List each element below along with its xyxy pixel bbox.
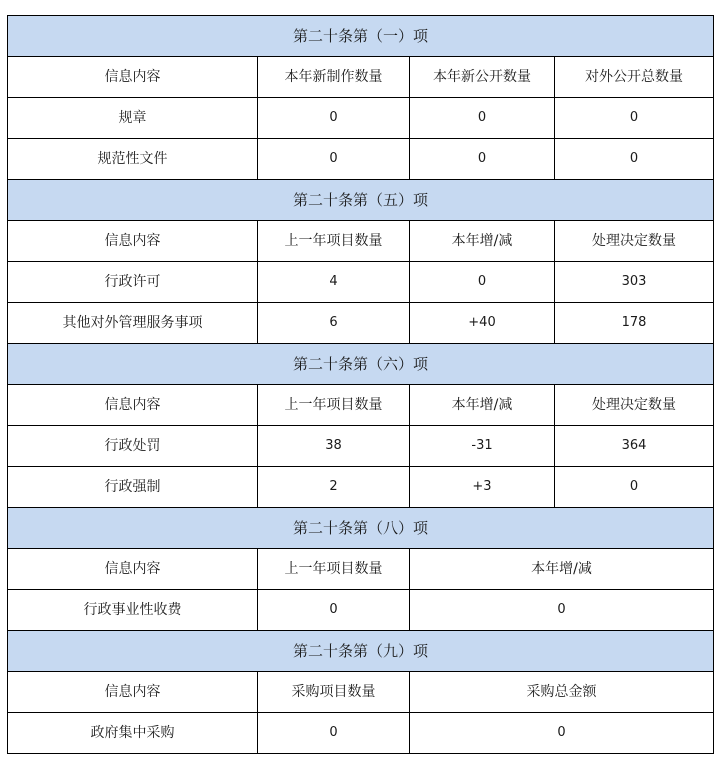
cell-value: 364 (555, 426, 714, 467)
section-title: 第二十条第（一）项 (8, 16, 714, 57)
cell-value: 0 (555, 467, 714, 508)
column-header: 本年增/减 (410, 221, 555, 262)
row-label: 其他对外管理服务事项 (8, 303, 258, 344)
disclosure-table-container (7, 15, 714, 754)
cell-value: 0 (555, 139, 714, 180)
cell-value: 6 (258, 303, 410, 344)
section-header-row (8, 16, 714, 57)
column-header: 上一年项目数量 (258, 385, 410, 426)
disclosure-table (7, 15, 714, 754)
cell-value: 38 (258, 426, 410, 467)
column-header: 信息内容 (8, 549, 258, 590)
row-label: 规范性文件 (8, 139, 258, 180)
cell-value: 0 (410, 98, 555, 139)
section-header-row (8, 180, 714, 221)
table-row (8, 590, 714, 631)
column-header: 本年增/减 (410, 385, 555, 426)
column-header: 信息内容 (8, 57, 258, 98)
column-header: 上一年项目数量 (258, 549, 410, 590)
cell-value: 303 (555, 262, 714, 303)
column-header: 对外公开总数量 (555, 57, 714, 98)
cell-value: -31 (410, 426, 555, 467)
row-label: 行政许可 (8, 262, 258, 303)
column-header: 信息内容 (8, 385, 258, 426)
column-header: 本年新公开数量 (410, 57, 555, 98)
cell-value: +3 (410, 467, 555, 508)
column-header: 处理决定数量 (555, 221, 714, 262)
column-header: 信息内容 (8, 221, 258, 262)
column-header: 采购项目数量 (258, 672, 410, 713)
cell-value: 178 (555, 303, 714, 344)
section-title: 第二十条第（八）项 (8, 508, 714, 549)
column-header: 上一年项目数量 (258, 221, 410, 262)
table-row (8, 139, 714, 180)
column-header-row (8, 672, 714, 713)
row-label: 规章 (8, 98, 258, 139)
column-header-row (8, 385, 714, 426)
cell-value: 2 (258, 467, 410, 508)
column-header: 本年增/减 (410, 549, 714, 590)
cell-value: 0 (258, 713, 410, 754)
column-header: 处理决定数量 (555, 385, 714, 426)
cell-value: 0 (410, 590, 714, 631)
section-header-row (8, 508, 714, 549)
section-title: 第二十条第（六）项 (8, 344, 714, 385)
table-row (8, 713, 714, 754)
cell-value: 4 (258, 262, 410, 303)
cell-value: +40 (410, 303, 555, 344)
cell-value: 0 (258, 98, 410, 139)
row-label: 行政处罚 (8, 426, 258, 467)
row-label: 行政强制 (8, 467, 258, 508)
section-header-row (8, 631, 714, 672)
cell-value: 0 (410, 262, 555, 303)
table-row (8, 303, 714, 344)
row-label: 政府集中采购 (8, 713, 258, 754)
column-header: 采购总金额 (410, 672, 714, 713)
table-row (8, 426, 714, 467)
cell-value: 0 (258, 590, 410, 631)
column-header: 本年新制作数量 (258, 57, 410, 98)
section-header-row (8, 344, 714, 385)
column-header-row (8, 549, 714, 590)
column-header: 信息内容 (8, 672, 258, 713)
row-label: 行政事业性收费 (8, 590, 258, 631)
column-header-row (8, 57, 714, 98)
table-row (8, 262, 714, 303)
cell-value: 0 (555, 98, 714, 139)
table-row (8, 467, 714, 508)
cell-value: 0 (410, 139, 555, 180)
section-title: 第二十条第（五）项 (8, 180, 714, 221)
column-header-row (8, 221, 714, 262)
section-title: 第二十条第（九）项 (8, 631, 714, 672)
cell-value: 0 (258, 139, 410, 180)
cell-value: 0 (410, 713, 714, 754)
table-row (8, 98, 714, 139)
